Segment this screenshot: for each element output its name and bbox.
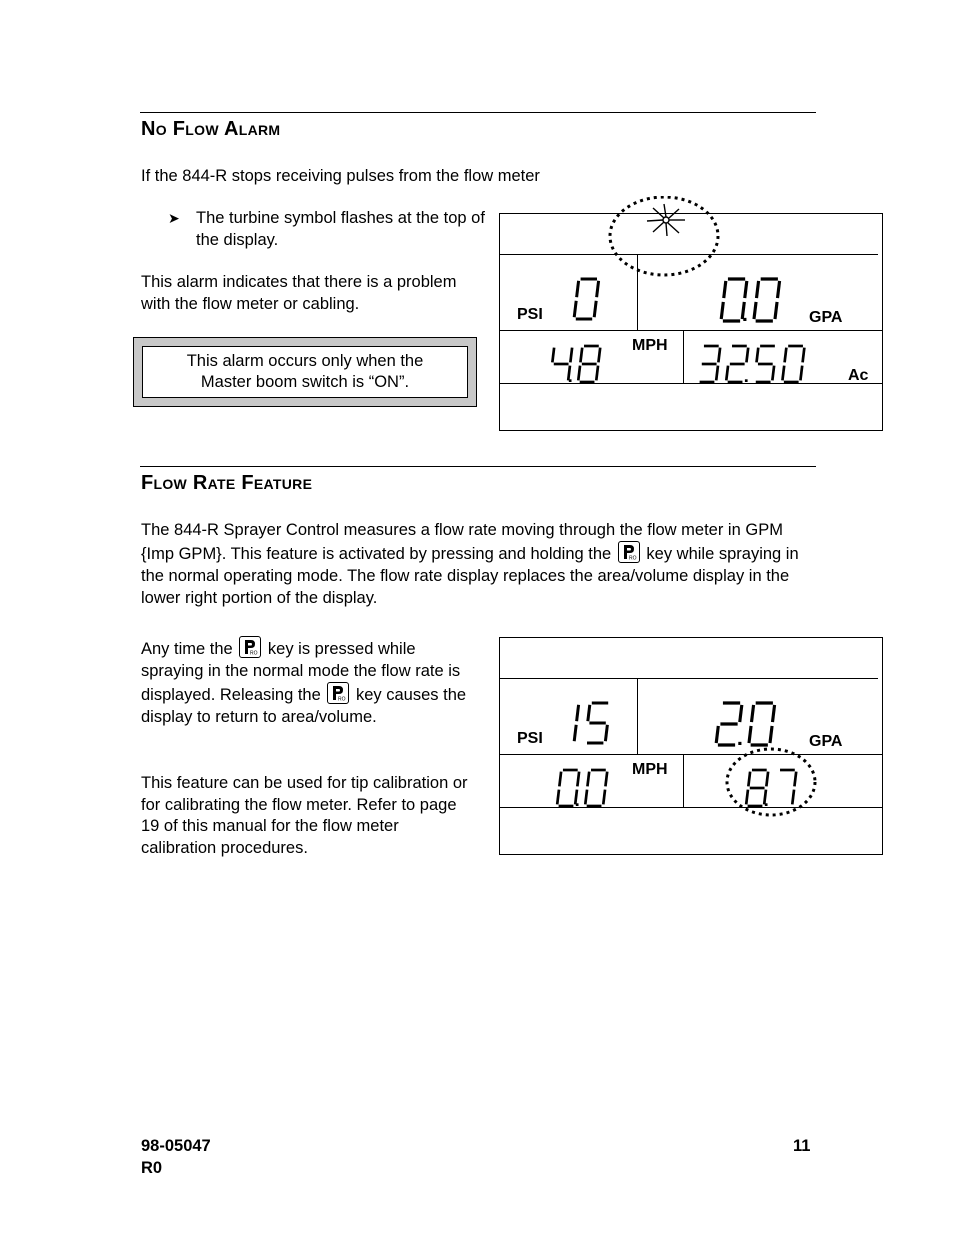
svg-text:RO: RO	[338, 696, 346, 703]
note-box	[133, 337, 477, 407]
speed-readout	[555, 768, 621, 808]
arrow-bullet-icon: ➤	[168, 210, 180, 226]
turbine-icon	[606, 196, 722, 282]
intro-text: If the 844-R stops receiving pulses from the flow meter	[141, 167, 540, 185]
area-readout	[696, 344, 819, 384]
flow-highlight-ring	[724, 746, 818, 818]
pro-key-icon	[239, 636, 261, 658]
heading-flow-rate-feature: Flow Rate Feature	[141, 472, 313, 494]
footer-revision: R0	[141, 1159, 163, 1177]
lcd-display-alarm	[499, 213, 883, 431]
key-usage-text: Any time the RO key is pressed while spraying in the normal mode the flow rate is displayed. Releasing the RO key causes the display to return to area/volume.	[141, 636, 471, 728]
alarm-description: This alarm indicates that there is a problem with the flow meter or cabling.	[141, 273, 457, 313]
section-rule-top	[140, 112, 816, 113]
rate-readout	[719, 277, 796, 323]
svg-text:RO: RO	[628, 555, 637, 562]
mph-label: MPH	[632, 337, 668, 354]
psi-label: PSI	[517, 730, 543, 747]
pro-key-icon	[327, 682, 349, 704]
ac-label: Ac	[848, 367, 869, 384]
speed-readout	[548, 344, 614, 384]
lcd-display-flow-rate	[499, 637, 883, 855]
footer-doc-number: 98-05047	[141, 1137, 211, 1155]
note-text: This alarm occurs only when the Master boom switch is “ON”.	[142, 346, 468, 398]
pro-key-icon	[618, 541, 640, 563]
svg-text:RO: RO	[250, 650, 258, 657]
gpa-label: GPA	[809, 733, 843, 750]
bullet-text: The turbine symbol flashes at the top of the display.	[196, 209, 485, 249]
mph-label: MPH	[632, 761, 668, 778]
footer-page-number: 11	[793, 1137, 811, 1155]
flow-rate-description: The 844-R Sprayer Control measures a flow rate moving through the flow meter in GPM {Imp GPM}. This feature is activated by pressing and holding the RO key while spraying in the normal operating mode. The flow rate display replaces the area/volume display in the lower right portion of the display.	[141, 521, 799, 607]
gpa-label: GPA	[809, 309, 843, 326]
psi-label: PSI	[517, 306, 543, 323]
section-rule-flow	[140, 466, 816, 467]
calibration-text: This feature can be used for tip calibration or for calibrating the flow meter. Refer to page 19 of this manual for the flow meter calibration procedures.	[141, 774, 468, 857]
pressure-readout	[552, 701, 625, 745]
rate-readout	[714, 701, 791, 747]
heading-no-flow-alarm: No Flow Alarm	[141, 118, 281, 140]
pressure-readout	[572, 277, 614, 321]
